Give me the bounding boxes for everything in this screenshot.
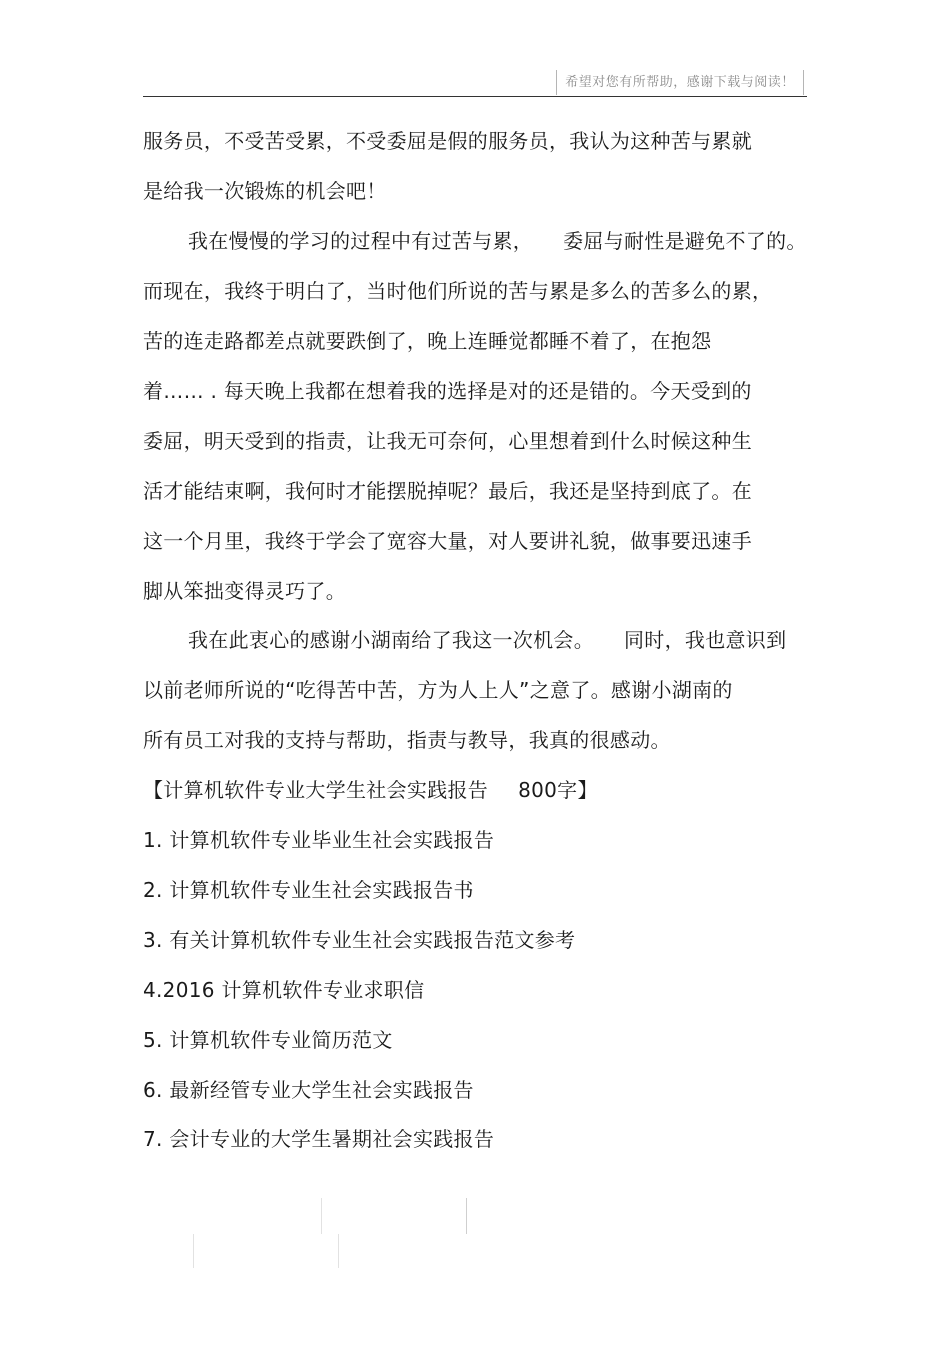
related-item-2[interactable]: 2. 计算机软件专业生社会实践报告书: [143, 878, 474, 902]
body-line-11-part-b: 同时，我也意识到: [624, 628, 787, 652]
body-line-3-part-b: 委屈与耐性是避免不了的。: [563, 229, 807, 253]
related-item-6[interactable]: 6. 最新经管专业大学生社会实践报告: [143, 1078, 474, 1102]
body-line-13: 所有员工对我的支持与帮助，指责与教导，我真的很感动。: [143, 728, 671, 752]
header-rule: [143, 96, 807, 97]
body-line-10: 脚从笨拙变得灵巧了。: [143, 579, 346, 603]
body-line-7: 委屈，明天受到的指责，让我无可奈何，心里想着到什么时候这种生: [143, 429, 752, 453]
related-item-4[interactable]: 4.2016 计算机软件专业求职信: [143, 978, 425, 1002]
body-line-9: 这一个月里，我终于学会了宽容大量，对人要讲礼貌，做事要迅速手: [143, 529, 752, 553]
related-heading-part-2: 800字】: [518, 778, 598, 802]
header-banner: 希望对您有所帮助，感谢下载与阅读！: [556, 70, 804, 95]
faint-mark-1: [321, 1198, 322, 1234]
faint-mark-3: [193, 1234, 194, 1268]
body-line-1: 服务员，不受苦受累，不受委屈是假的服务员，我认为这种苦与累就: [143, 129, 752, 153]
body-line-11: [188, 626, 786, 654]
body-line-5: 苦的连走路都差点就要跌倒了，晚上连睡觉都睡不着了，在抱怨: [143, 329, 712, 353]
body-line-11-part-a: 我在此衷心的感谢小湖南给了我这一次机会。: [188, 628, 594, 652]
body-line-12: 以前老师所说的“吃得苦中苦，方为人上人”之意了。感谢小湖南的: [143, 678, 733, 702]
body-line-8: 活才能结束啊，我何时才能摆脱掉呢？最后，我还是坚持到底了。在: [143, 479, 752, 503]
related-item-3[interactable]: 3. 有关计算机软件专业生社会实践报告范文参考: [143, 928, 576, 952]
body-line-2: 是给我一次锻炼的机会吧！: [143, 179, 387, 203]
related-item-7[interactable]: 7. 会计专业的大学生暑期社会实践报告: [143, 1127, 495, 1151]
body-line-6: 着…… . 每天晚上我都在想着我的选择是对的还是错的。今天受到的: [143, 379, 752, 403]
related-heading-part-1: 【计算机软件专业大学生社会实践报告: [143, 778, 489, 802]
body-line-3: [188, 227, 807, 255]
related-heading: [143, 776, 598, 804]
body-line-4: 而现在，我终于明白了，当时他们所说的苦与累是多么的苦多么的累，: [143, 279, 773, 303]
body-line-3-part-a: 我在慢慢的学习的过程中有过苦与累，: [188, 229, 534, 253]
faint-mark-4: [338, 1234, 339, 1268]
related-item-1[interactable]: 1. 计算机软件专业毕业生社会实践报告: [143, 828, 495, 852]
related-item-5[interactable]: 5. 计算机软件专业简历范文: [143, 1028, 393, 1052]
faint-mark-2: [466, 1198, 467, 1234]
